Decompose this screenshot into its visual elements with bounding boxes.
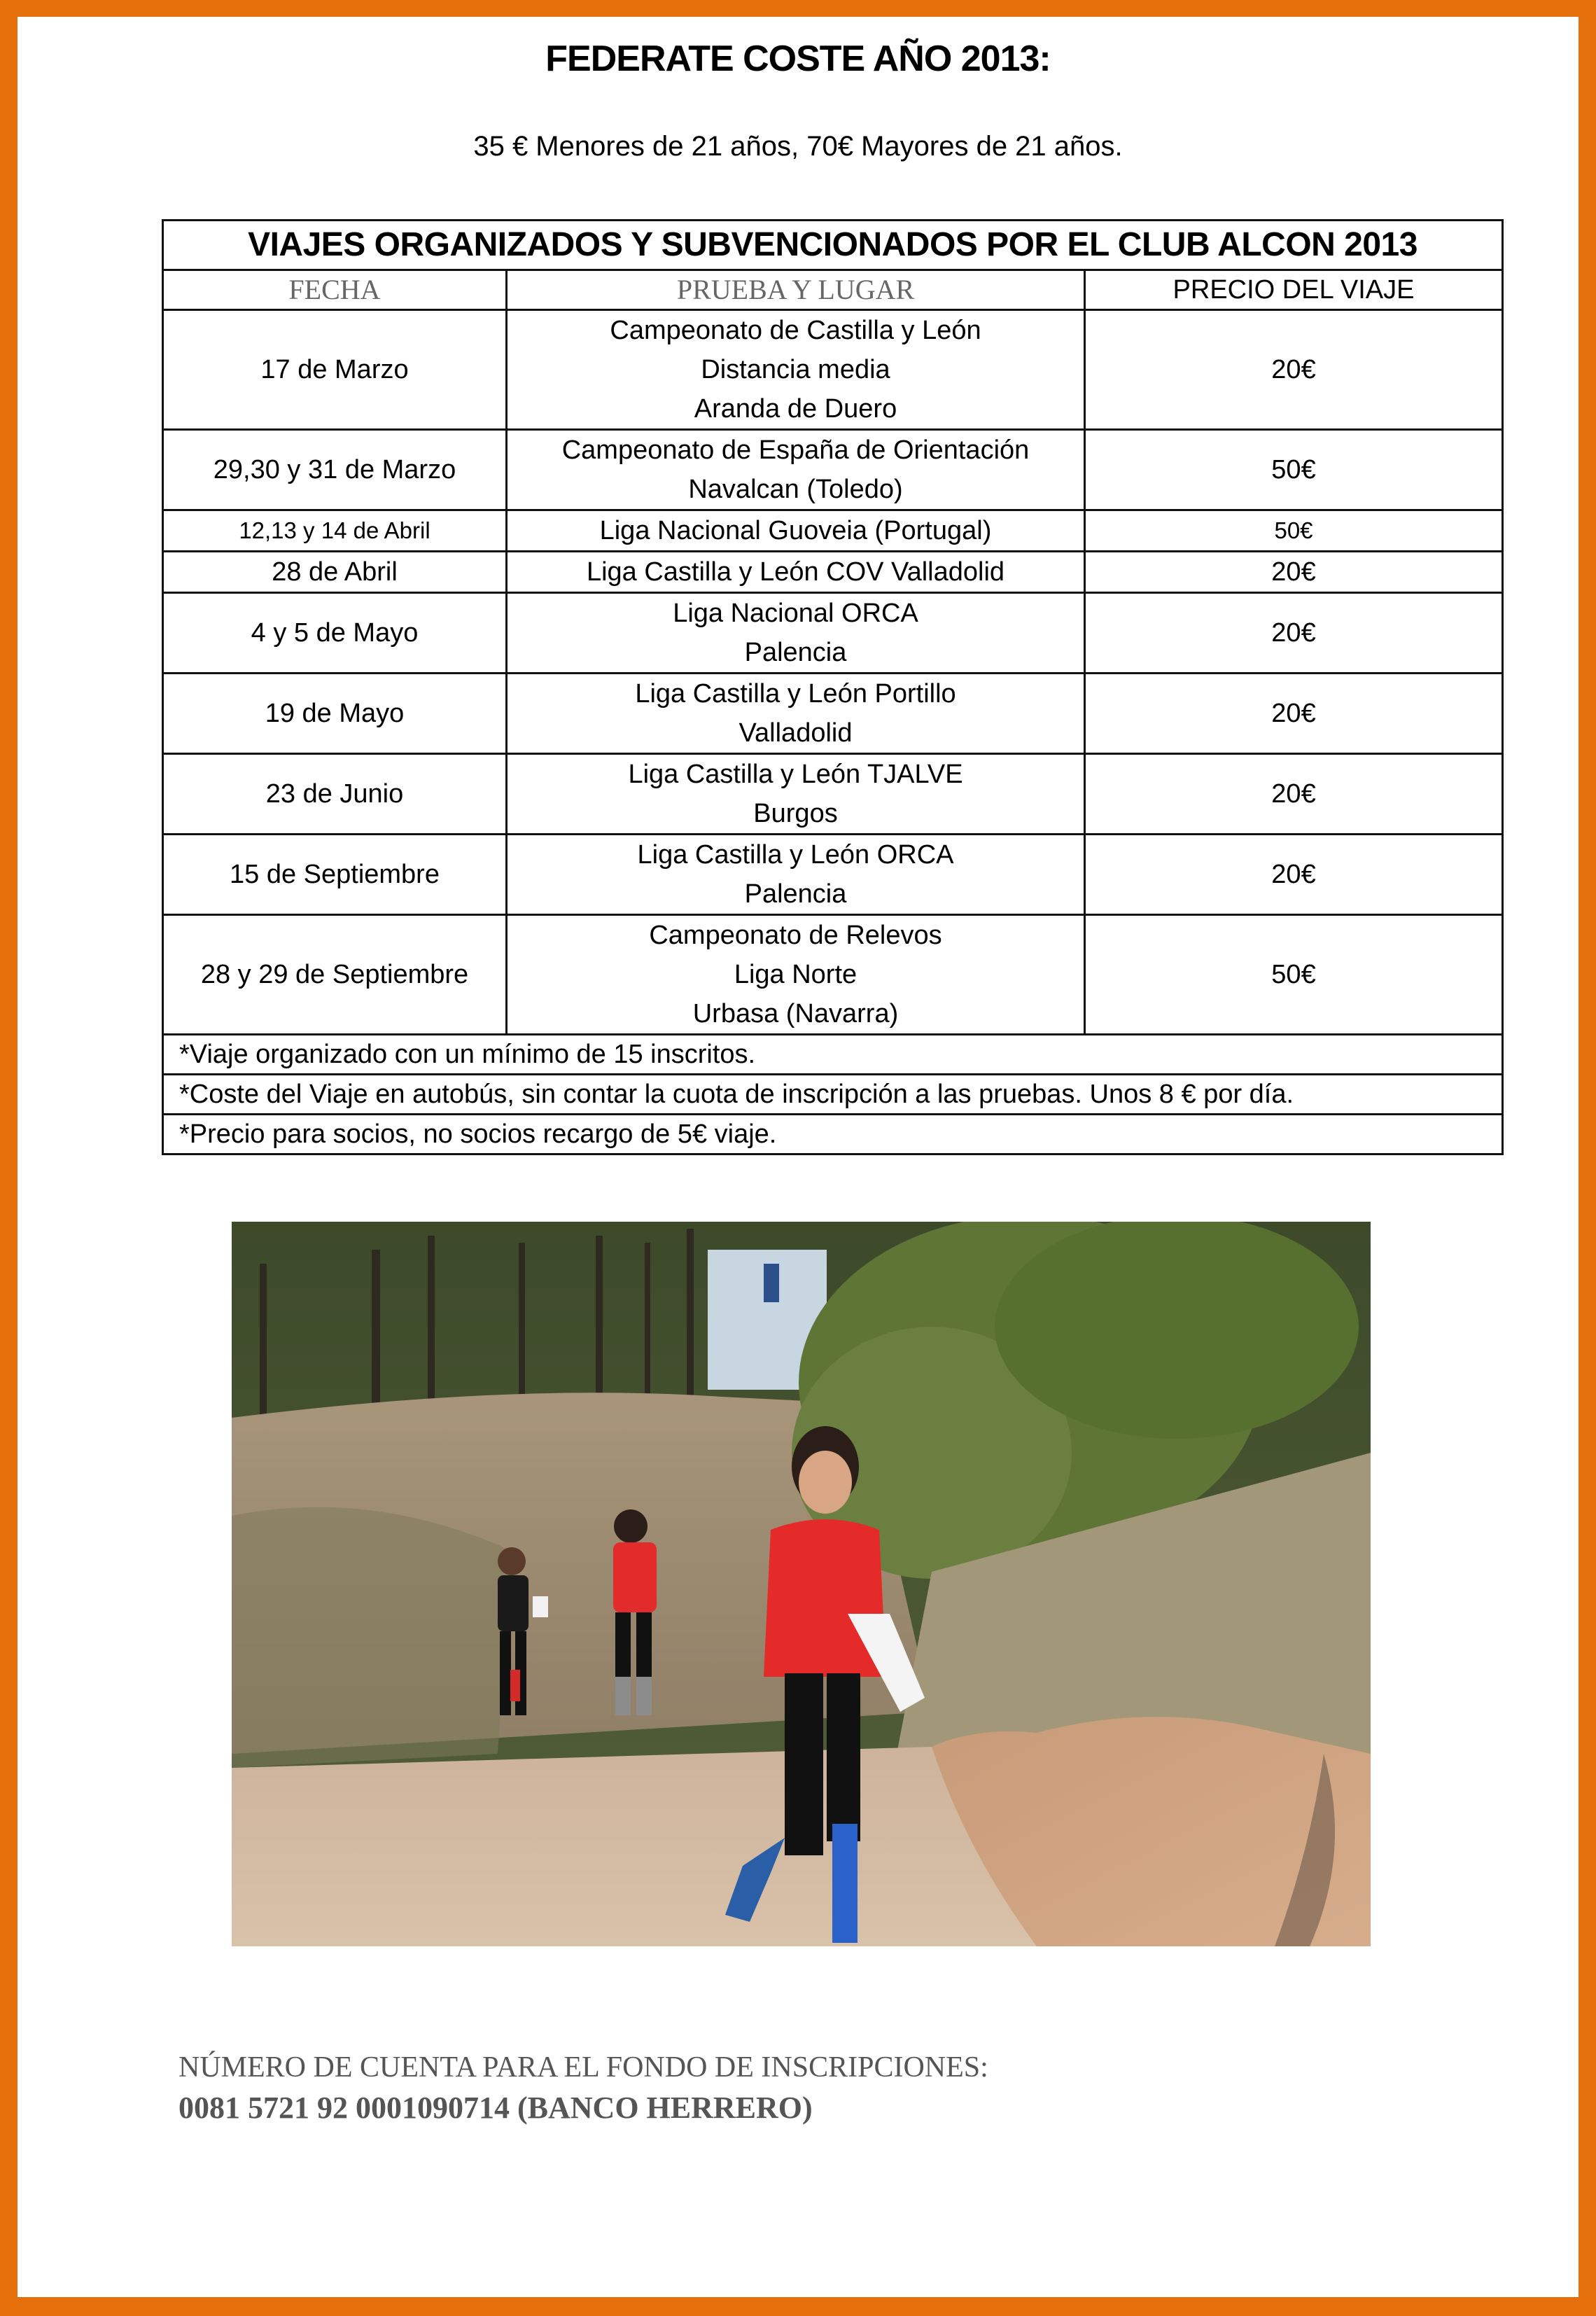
table-row	[163, 552, 1503, 593]
prueba-line: Liga Castilla y León TJALVE	[628, 760, 963, 789]
cell-prueba	[507, 510, 1085, 552]
table-row	[163, 430, 1503, 510]
table-header-row	[163, 270, 1503, 310]
prueba-line: Valladolid	[738, 718, 853, 748]
federation-fees: 35 € Menores de 21 años, 70€ Mayores de 21 años.	[473, 131, 1123, 162]
cell-prueba	[507, 593, 1085, 674]
cell-fecha: 15 de Septiembre	[163, 835, 507, 915]
prueba-line: Urbasa (Navarra)	[692, 999, 899, 1028]
cell-precio: 50€	[1085, 510, 1503, 552]
document-page	[18, 17, 1578, 2297]
prueba-line: Liga Castilla y León ORCA	[637, 840, 954, 870]
cell-prueba	[507, 674, 1085, 754]
prueba-line: Liga Nacional Guoveia (Portugal)	[599, 516, 992, 545]
table-row	[163, 674, 1503, 754]
cell-prueba	[507, 430, 1085, 510]
column-header-fecha: FECHA	[163, 270, 507, 310]
table-row	[163, 593, 1503, 674]
cell-prueba	[507, 310, 1085, 430]
column-header-prueba: PRUEBA Y LUGAR	[507, 270, 1085, 310]
prueba-line: Campeonato de España de Orientación	[561, 435, 1030, 465]
cell-precio: 20€	[1085, 310, 1503, 430]
prueba-line: Aranda de Duero	[694, 394, 897, 424]
cell-precio: 20€	[1085, 552, 1503, 593]
cell-prueba	[507, 552, 1085, 593]
prueba-line: Campeonato de Castilla y León	[610, 316, 981, 345]
prueba-line: Navalcan (Toledo)	[688, 475, 903, 504]
note-row	[163, 1035, 1503, 1075]
cell-fecha: 28 de Abril	[163, 552, 507, 593]
cell-fecha: 4 y 5 de Mayo	[163, 593, 507, 674]
prueba-line: Campeonato de Relevos	[649, 921, 942, 950]
note-members-price: *Precio para socios, no socios recargo de 5€ viaje.	[163, 1115, 1503, 1154]
cell-precio: 20€	[1085, 593, 1503, 674]
cell-precio: 20€	[1085, 674, 1503, 754]
note-row	[163, 1115, 1503, 1154]
cell-fecha: 28 y 29 de Septiembre	[163, 915, 507, 1035]
note-row	[163, 1075, 1503, 1115]
account-info	[178, 2047, 988, 2128]
account-label: NÚMERO DE CUENTA PARA EL FONDO DE INSCRIPCIONES:	[178, 2051, 988, 2084]
prueba-line: Liga Castilla y León COV Valladolid	[586, 557, 1005, 587]
cell-fecha: 19 de Mayo	[163, 674, 507, 754]
column-header-precio: PRECIO DEL VIAJE	[1085, 270, 1503, 310]
cell-prueba	[507, 915, 1085, 1035]
cell-fecha: 23 de Junio	[163, 754, 507, 835]
prueba-line: Liga Nacional ORCA	[673, 599, 918, 628]
note-bus-cost: *Coste del Viaje en autobús, sin contar la cuota de inscripción a las pruebas. Unos 8 € por día.	[163, 1075, 1503, 1115]
table-row	[163, 510, 1503, 552]
prueba-line: Burgos	[753, 799, 838, 828]
cell-fecha: 17 de Marzo	[163, 310, 507, 430]
prueba-line: Liga Castilla y León Portillo	[635, 679, 956, 709]
cell-precio: 20€	[1085, 754, 1503, 835]
table-row	[163, 310, 1503, 430]
cell-prueba	[507, 835, 1085, 915]
cell-precio: 50€	[1085, 430, 1503, 510]
table-row	[163, 835, 1503, 915]
orienteering-runners-photo	[232, 1222, 1371, 1946]
table-row	[163, 915, 1503, 1035]
photo-illustration	[232, 1222, 1371, 1946]
prueba-line: Distancia media	[701, 355, 890, 384]
prueba-line: Palencia	[744, 638, 847, 667]
note-minimum: *Viaje organizado con un mínimo de 15 inscritos.	[163, 1035, 1503, 1075]
prueba-line: Palencia	[744, 879, 847, 909]
trips-table	[162, 219, 1504, 1155]
cell-fecha: 12,13 y 14 de Abril	[163, 510, 507, 552]
account-number: 0081 5721 92 0001090714 (BANCO HERRERO)	[178, 2091, 813, 2125]
cell-prueba	[507, 754, 1085, 835]
cell-precio: 50€	[1085, 915, 1503, 1035]
table-caption: VIAJES ORGANIZADOS Y SUBVENCIONADOS POR EL CLUB ALCON 2013	[163, 221, 1503, 270]
table-row	[163, 754, 1503, 835]
page-title: FEDERATE COSTE AÑO 2013:	[545, 39, 1051, 79]
cell-fecha: 29,30 y 31 de Marzo	[163, 430, 507, 510]
prueba-line: Liga Norte	[734, 960, 858, 989]
cell-precio: 20€	[1085, 835, 1503, 915]
table-caption-row	[163, 221, 1503, 270]
